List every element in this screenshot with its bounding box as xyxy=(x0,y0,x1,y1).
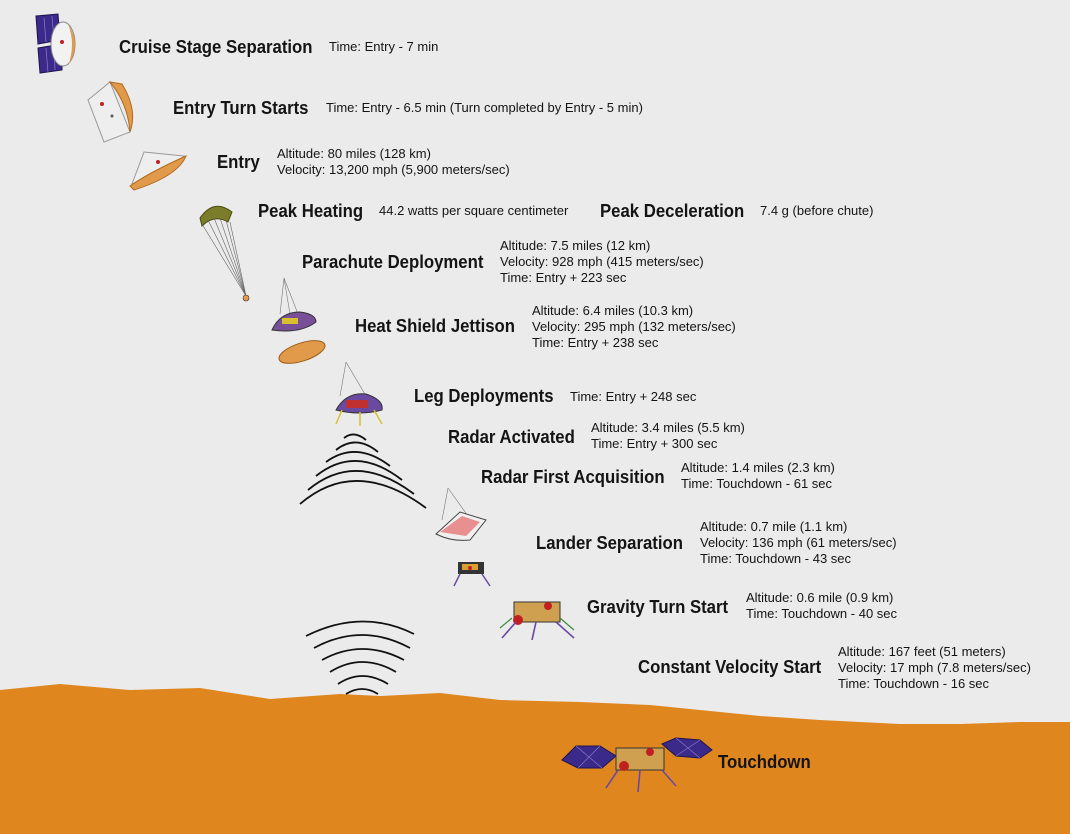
detail-line: Altitude: 7.5 miles (12 km) xyxy=(500,238,651,253)
detail-line: Altitude: 0.6 mile (0.9 km) xyxy=(746,590,894,605)
detail-line: Time: Entry + 223 sec xyxy=(500,270,627,285)
radar-waves-icon xyxy=(300,434,426,508)
detail-line: 7.4 g (before chute) xyxy=(760,203,874,218)
detail-line: Time: Entry + 300 sec xyxy=(591,436,718,451)
detail-line: Altitude: 80 miles (128 km) xyxy=(277,146,431,161)
stage-label-peak-heating: Peak Heating xyxy=(258,201,364,221)
detail-line: Velocity: 17 mph (7.8 meters/sec) xyxy=(838,660,1031,675)
detail-line: 44.2 watts per square centimeter xyxy=(379,203,569,218)
stage-details-leg-deployments xyxy=(570,389,696,405)
stage-details-constant-velocity-start xyxy=(838,644,1031,692)
stage-label-entry-turn: Entry Turn Starts xyxy=(173,98,309,118)
mars-ground xyxy=(0,684,1070,834)
gravity-turn-lander-icon xyxy=(500,602,574,640)
heat-shield-jettison-icon xyxy=(272,278,328,368)
leg-deployment-icon xyxy=(336,362,382,426)
stage-details-entry xyxy=(277,146,510,178)
detail-line: Altitude: 3.4 miles (5.5 km) xyxy=(591,420,745,435)
stage-label-gravity-turn-start: Gravity Turn Start xyxy=(587,597,729,617)
detail-line: Altitude: 6.4 miles (10.3 km) xyxy=(532,303,694,318)
stage-details-entry-turn xyxy=(326,100,643,116)
backshell-icon xyxy=(436,488,486,540)
stage-label-radar-first-acquisition: Radar First Acquisition xyxy=(481,467,665,487)
stage-details-cruise-separation xyxy=(329,39,438,55)
stage-label-radar-activated: Radar Activated xyxy=(448,427,575,447)
detail-line: Time: Touchdown - 61 sec xyxy=(681,476,833,491)
detail-line: Velocity: 295 mph (132 meters/sec) xyxy=(532,319,736,334)
detail-line: Time: Entry + 238 sec xyxy=(532,335,659,350)
cruise-stage-icon xyxy=(36,14,75,73)
stage-label-heat-shield-jettison: Heat Shield Jettison xyxy=(355,316,516,336)
entry-turn-capsule-icon xyxy=(88,82,133,142)
parachute-icon xyxy=(200,206,249,301)
entry-capsule-icon xyxy=(130,152,186,190)
detail-line: Time: Entry - 7 min xyxy=(329,39,439,54)
detail-line: Velocity: 928 mph (415 meters/sec) xyxy=(500,254,704,269)
stage-label-peak-deceleration: Peak Deceleration xyxy=(600,201,745,221)
stage-details-parachute-deployment xyxy=(500,238,704,286)
detail-line: Altitude: 1.4 miles (2.3 km) xyxy=(681,460,835,475)
stage-label-lander-separation: Lander Separation xyxy=(536,533,683,553)
detail-line: Time: Entry - 6.5 min (Turn completed by Entry - 5 min) xyxy=(326,100,643,115)
detail-line: Velocity: 136 mph (61 meters/sec) xyxy=(700,535,897,550)
stage-label-cruise-separation: Cruise Stage Separation xyxy=(119,37,313,57)
stage-label-constant-velocity-start: Constant Velocity Start xyxy=(638,657,822,677)
stage-details-lander-separation xyxy=(700,519,897,567)
stage-label-leg-deployments: Leg Deployments xyxy=(414,386,554,406)
detail-line: Time: Touchdown - 43 sec xyxy=(700,551,852,566)
stage-details-peak-heating xyxy=(379,203,568,219)
stage-details-peak-deceleration xyxy=(760,203,873,219)
detail-line: Altitude: 0.7 mile (1.1 km) xyxy=(700,519,848,534)
detail-line: Time: Touchdown - 40 sec xyxy=(746,606,898,621)
stage-label-touchdown: Touchdown xyxy=(718,752,811,772)
separated-lander-icon xyxy=(454,562,490,586)
detail-line: Velocity: 13,200 mph (5,900 meters/sec) xyxy=(277,162,510,177)
stage-details-radar-activated xyxy=(591,420,745,452)
detail-line: Time: Touchdown - 16 sec xyxy=(838,676,990,691)
detail-line: Altitude: 167 feet (51 meters) xyxy=(838,644,1006,659)
stage-details-radar-first-acquisition xyxy=(681,460,835,492)
detail-line: Time: Entry + 248 sec xyxy=(570,389,697,404)
stage-label-entry: Entry xyxy=(217,152,260,172)
stage-details-gravity-turn-start xyxy=(746,590,897,622)
radar-waves-lower-icon xyxy=(306,621,414,694)
stage-label-parachute-deployment: Parachute Deployment xyxy=(302,252,484,272)
stage-details-heat-shield-jettison xyxy=(532,303,736,351)
